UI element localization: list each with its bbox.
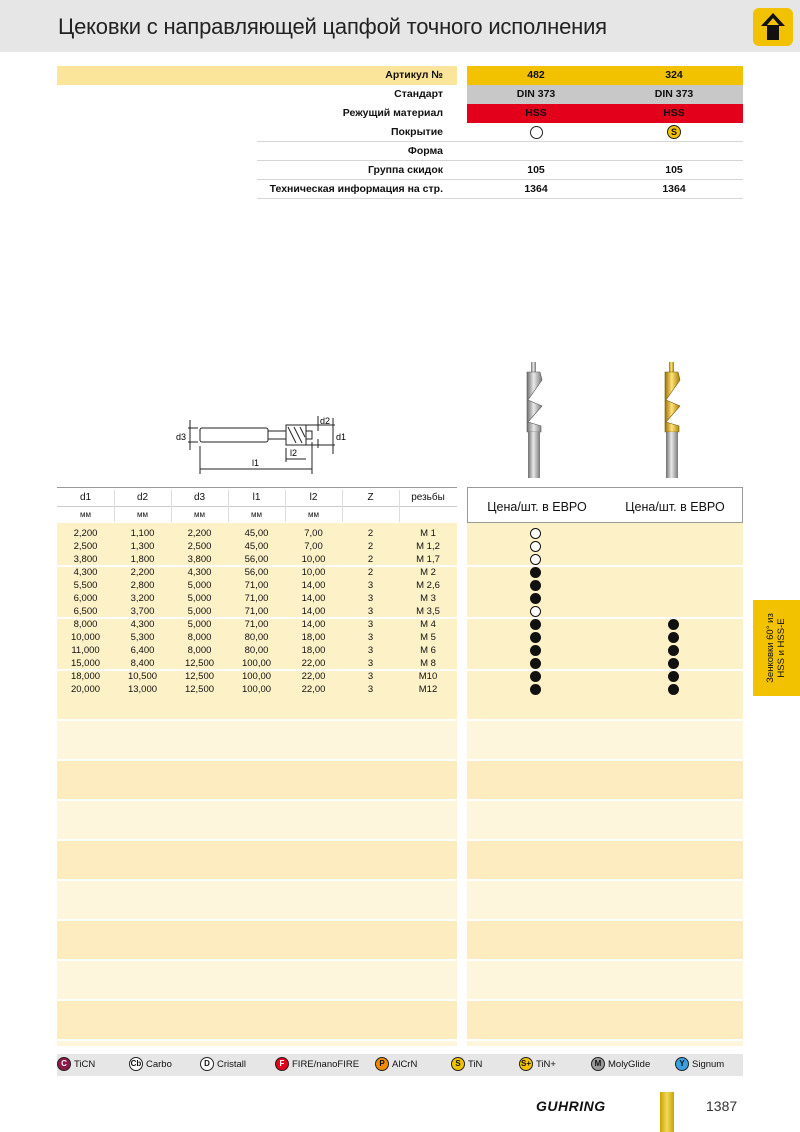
table-cell: 3: [367, 658, 374, 669]
row-group-separator: [467, 959, 743, 961]
row-group-separator: [57, 919, 457, 921]
empty-row-band: [467, 1000, 743, 1040]
uncoated-icon: [530, 126, 543, 139]
coating-badge-icon: F: [275, 1057, 289, 1071]
table-cell: 7,00: [304, 528, 323, 539]
table-row: [57, 540, 457, 553]
column-header: l2: [309, 492, 318, 503]
table-row: [57, 644, 457, 657]
column-unit: мм: [194, 510, 205, 519]
row-group-separator: [57, 565, 457, 567]
table-cell: M 1,2: [416, 541, 440, 552]
table-cell: 2: [367, 567, 374, 578]
legend-label: AlCrN: [392, 1059, 418, 1070]
table-cell: 8,400: [130, 658, 155, 669]
table-cell: 10,000: [70, 632, 101, 643]
empty-row-band: [467, 920, 743, 960]
spec-label: Режущий материал: [342, 107, 443, 119]
table-cell: 2: [367, 541, 374, 552]
coating-badge-icon: P: [375, 1057, 389, 1071]
table-cell: 5,500: [73, 580, 98, 591]
availability-row: [467, 566, 743, 579]
table-cell: 71,00: [244, 606, 269, 617]
table-cell: 2,200: [73, 528, 98, 539]
row-group-separator: [467, 799, 743, 801]
spec-value-482: HSS: [467, 104, 605, 123]
table-cell: 18,00: [301, 645, 326, 656]
spec-row: [57, 123, 743, 142]
spec-row: [57, 142, 743, 161]
coating-legend: [57, 1054, 743, 1076]
availability-row: [467, 683, 743, 696]
table-cell: 2,200: [187, 528, 212, 539]
table-row: [57, 618, 457, 631]
table-cell: 100,00: [241, 658, 272, 669]
spec-value-482: [467, 142, 605, 161]
table-cell: M10: [418, 671, 438, 682]
table-cell: 6,400: [130, 645, 155, 656]
spec-value-324: 105: [665, 164, 683, 176]
spec-value-482: 105: [527, 164, 545, 176]
table-cell: 45,00: [244, 541, 269, 552]
table-cell: 100,00: [241, 671, 272, 682]
page-stripe: [660, 1092, 674, 1132]
table-cell: 6,000: [73, 593, 98, 604]
table-cell: 3: [367, 619, 374, 630]
table-row: [57, 592, 457, 605]
available-on-request-icon: [530, 554, 541, 565]
empty-row-band: [467, 840, 743, 880]
table-cell: 12,500: [184, 684, 215, 695]
table-cell: 20,000: [70, 684, 101, 695]
table-cell: 1,300: [130, 541, 155, 552]
row-group-separator: [467, 617, 743, 619]
in-stock-icon: [530, 632, 541, 643]
table-cell: 4,300: [130, 619, 155, 630]
spec-label: Стандарт: [394, 88, 443, 100]
table-row: [57, 670, 457, 683]
legend-label: Signum: [692, 1059, 725, 1070]
table-row: [57, 683, 457, 696]
coating-badge-icon: S+: [519, 1057, 533, 1071]
in-stock-icon: [668, 671, 679, 682]
empty-row-band: [467, 960, 743, 1000]
spec-value-482: 1364: [524, 183, 548, 195]
side-tab-line2: HSS и HSS-E: [776, 618, 787, 678]
availability-row: [467, 579, 743, 592]
table-cell: 18,00: [301, 632, 326, 643]
empty-row-band: [467, 800, 743, 840]
empty-row-band: [467, 880, 743, 920]
table-cell: 5,000: [187, 606, 212, 617]
row-group-separator: [467, 839, 743, 841]
column-unit: мм: [308, 510, 319, 519]
table-cell: 8,000: [187, 632, 212, 643]
table-cell: 3,200: [130, 593, 155, 604]
table-cell: M 3: [420, 593, 436, 604]
in-stock-icon: [668, 645, 679, 656]
table-cell: 3: [367, 684, 374, 695]
table-cell: 80,00: [244, 645, 269, 656]
coating-badge-icon: Cb: [129, 1057, 143, 1071]
table-cell: 18,000: [70, 671, 101, 682]
spec-value-324: 1364: [662, 183, 686, 195]
price-table: [467, 487, 743, 1046]
table-cell: 12,500: [184, 658, 215, 669]
dim-d2-label: d2: [320, 416, 331, 426]
table-cell: M 6: [420, 645, 436, 656]
availability-row: [467, 670, 743, 683]
table-cell: 1,800: [130, 554, 155, 565]
table-cell: 14,00: [301, 619, 326, 630]
spec-value-482: DIN 373: [467, 85, 605, 104]
table-cell: M 4: [420, 619, 436, 630]
row-group-separator: [467, 669, 743, 671]
table-cell: 71,00: [244, 593, 269, 604]
tool-photo-hss-tin: [652, 360, 692, 480]
availability-row: [467, 592, 743, 605]
table-cell: 10,500: [127, 671, 158, 682]
column-divider: [228, 490, 229, 522]
column-divider: [285, 490, 286, 522]
table-cell: 4,300: [187, 567, 212, 578]
price-header: [467, 487, 743, 523]
legend-label: FIRE/nanoFIRE: [292, 1059, 360, 1070]
in-stock-icon: [668, 658, 679, 669]
table-cell: 2,800: [130, 580, 155, 591]
table-cell: 5,300: [130, 632, 155, 643]
spec-label: Артикул №: [385, 69, 443, 81]
empty-row-band: [467, 720, 743, 760]
row-group-separator: [57, 617, 457, 619]
spec-value-324: DIN 373: [605, 85, 743, 104]
in-stock-icon: [530, 593, 541, 604]
column-divider: [342, 490, 343, 522]
legend-label: TiCN: [74, 1059, 96, 1070]
column-unit: мм: [80, 510, 91, 519]
table-row: [57, 527, 457, 540]
dim-l2-label: l2: [290, 448, 298, 458]
in-stock-icon: [668, 632, 679, 643]
row-group-separator: [467, 759, 743, 761]
dim-d3-label: d3: [176, 432, 187, 442]
legend-item: [129, 1057, 172, 1073]
table-cell: 7,00: [304, 541, 323, 552]
table-cell: 10,00: [301, 554, 326, 565]
table-cell: M12: [418, 684, 438, 695]
column-divider: [171, 490, 172, 522]
tool-category-logo: [753, 8, 793, 46]
table-cell: 22,00: [301, 658, 326, 669]
table-cell: 80,00: [244, 632, 269, 643]
row-group-separator: [57, 719, 457, 721]
spec-row: [57, 85, 743, 104]
spec-value-324: [605, 123, 743, 142]
table-cell: 3: [367, 632, 374, 643]
row-group-separator: [57, 999, 457, 1001]
table-cell: 6,500: [73, 606, 98, 617]
table-cell: 45,00: [244, 528, 269, 539]
empty-row-band: [57, 920, 457, 960]
table-cell: 3: [367, 593, 374, 604]
row-group-separator: [467, 999, 743, 1001]
table-header: [57, 487, 457, 523]
table-cell: 3,700: [130, 606, 155, 617]
legend-item: [275, 1057, 359, 1073]
row-group-separator: [57, 879, 457, 881]
dim-d1-label: d1: [336, 432, 347, 442]
spec-row: [57, 104, 743, 123]
table-cell: 22,00: [301, 684, 326, 695]
table-cell: M 8: [420, 658, 436, 669]
in-stock-icon: [530, 684, 541, 695]
page-number: 1387: [706, 1098, 738, 1114]
dimension-table: [57, 487, 457, 1046]
section-side-tab[interactable]: [753, 600, 800, 696]
column-header: d2: [136, 492, 149, 503]
spec-row: [57, 66, 743, 85]
table-cell: 2,500: [187, 541, 212, 552]
empty-row-band: [57, 840, 457, 880]
table-cell: 1,100: [130, 528, 155, 539]
row-group-separator: [57, 1039, 457, 1041]
in-stock-icon: [530, 671, 541, 682]
spec-label: Покрытие: [390, 126, 443, 138]
column-unit: мм: [251, 510, 262, 519]
table-cell: 8,000: [73, 619, 98, 630]
table-row: [57, 566, 457, 579]
table-cell: 100,00: [241, 684, 272, 695]
header-divider: [57, 506, 457, 507]
empty-row-band: [57, 800, 457, 840]
table-cell: 2: [367, 554, 374, 565]
tool-photo-hss: [514, 360, 554, 480]
legend-label: Carbo: [146, 1059, 172, 1070]
table-cell: 3: [367, 606, 374, 617]
table-cell: M 5: [420, 632, 436, 643]
legend-label: Cristall: [217, 1059, 247, 1070]
table-cell: 3,800: [73, 554, 98, 565]
legend-label: TiN+: [536, 1059, 556, 1070]
empty-row-band: [57, 880, 457, 920]
table-cell: 3: [367, 645, 374, 656]
table-cell: 71,00: [244, 619, 269, 630]
table-cell: 11,000: [71, 645, 100, 656]
row-group-separator: [467, 565, 743, 567]
table-row: [57, 631, 457, 644]
table-cell: M 2: [420, 567, 436, 578]
row-group-separator: [467, 1039, 743, 1041]
column-header: Z: [367, 492, 374, 503]
column-header: l1: [252, 492, 261, 503]
row-group-separator: [467, 919, 743, 921]
table-cell: 10,00: [301, 567, 326, 578]
availability-row: [467, 527, 743, 540]
empty-row-band: [467, 760, 743, 800]
table-cell: 56,00: [244, 567, 269, 578]
table-cell: 14,00: [301, 593, 326, 604]
row-group-separator: [57, 759, 457, 761]
table-cell: 56,00: [244, 554, 269, 565]
spec-label: Форма: [407, 145, 443, 157]
table-cell: M 2,6: [416, 580, 440, 591]
brand-logo: GUHRING: [536, 1098, 606, 1114]
table-cell: 2,200: [130, 567, 155, 578]
spec-value-324: 324: [605, 66, 743, 85]
row-group-separator: [57, 669, 457, 671]
table-cell: 5,000: [187, 580, 212, 591]
price-header-482: Цена/шт. в ЕВРО: [487, 500, 587, 514]
available-on-request-icon: [530, 528, 541, 539]
empty-row-band: [57, 1000, 457, 1040]
table-cell: 8,000: [187, 645, 212, 656]
coating-badge-icon: S: [451, 1057, 465, 1071]
availability-row: [467, 644, 743, 657]
legend-item: [675, 1057, 724, 1073]
tin-coating-icon: S: [667, 125, 681, 139]
coating-badge-icon: D: [200, 1057, 214, 1071]
table-cell: 22,00: [301, 671, 326, 682]
spec-value-482: 482: [467, 66, 605, 85]
table-cell: 13,000: [127, 684, 158, 695]
in-stock-icon: [668, 619, 679, 630]
column-unit: мм: [137, 510, 148, 519]
empty-row-band: [57, 720, 457, 760]
dim-l1-label: l1: [252, 458, 260, 468]
spec-label: Техническая информация на стр.: [269, 183, 443, 195]
in-stock-icon: [530, 645, 541, 656]
spec-value-482: [467, 123, 605, 142]
legend-item: [200, 1057, 246, 1073]
spec-row: [57, 180, 743, 199]
coating-badge-icon: M: [591, 1057, 605, 1071]
table-cell: 5,000: [187, 619, 212, 630]
table-cell: 71,00: [244, 580, 269, 591]
table-cell: 2,500: [73, 541, 98, 552]
legend-item: [57, 1057, 95, 1073]
available-on-request-icon: [530, 606, 541, 617]
empty-row-band: [57, 760, 457, 800]
legend-item: [375, 1057, 417, 1073]
available-on-request-icon: [530, 541, 541, 552]
coating-badge-icon: C: [57, 1057, 71, 1071]
column-divider: [399, 490, 400, 522]
row-group-separator: [57, 839, 457, 841]
spec-value-324: HSS: [605, 104, 743, 123]
column-header: d3: [193, 492, 206, 503]
availability-row: [467, 631, 743, 644]
table-cell: M 3,5: [416, 606, 440, 617]
spec-value-324: [605, 142, 743, 161]
price-header-324: Цена/шт. в ЕВРО: [625, 500, 725, 514]
table-cell: 14,00: [301, 606, 326, 617]
spec-row: [57, 161, 743, 180]
row-group-separator: [467, 879, 743, 881]
column-header: резьбы: [411, 492, 445, 503]
coating-badge-icon: Y: [675, 1057, 689, 1071]
table-cell: 5,000: [187, 593, 212, 604]
legend-label: TiN: [468, 1059, 483, 1070]
table-cell: 14,00: [301, 580, 326, 591]
table-cell: 2: [367, 528, 374, 539]
spec-divider: [257, 198, 743, 199]
table-cell: M 1,7: [416, 554, 440, 565]
countersink-icon: [753, 8, 793, 46]
availability-row: [467, 618, 743, 631]
legend-item: [519, 1057, 556, 1073]
legend-item: [451, 1057, 482, 1073]
row-group-separator: [57, 959, 457, 961]
empty-row-band: [57, 960, 457, 1000]
legend-label: MolyGlide: [608, 1059, 651, 1070]
in-stock-icon: [530, 580, 541, 591]
availability-row: [467, 540, 743, 553]
legend-item: [591, 1057, 650, 1073]
spec-label: Группа скидок: [368, 164, 443, 176]
table-cell: 15,000: [70, 658, 101, 669]
table-cell: M 1: [420, 528, 436, 539]
table-cell: 4,300: [73, 567, 98, 578]
table-cell: 3,800: [187, 554, 212, 565]
page-title: Цековки с направляющей цапфой точного исполнения: [58, 14, 607, 39]
in-stock-icon: [530, 567, 541, 578]
table-row: [57, 579, 457, 592]
table-cell: 3: [367, 671, 374, 682]
in-stock-icon: [668, 684, 679, 695]
side-tab-line1: Зенковки 60° из: [765, 613, 776, 683]
row-group-separator: [57, 799, 457, 801]
tool-drawing: [170, 408, 360, 474]
table-cell: 3: [367, 580, 374, 591]
column-divider: [114, 490, 115, 522]
column-header: d1: [79, 492, 92, 503]
in-stock-icon: [530, 619, 541, 630]
table-cell: 12,500: [184, 671, 215, 682]
row-group-separator: [467, 719, 743, 721]
in-stock-icon: [530, 658, 541, 669]
